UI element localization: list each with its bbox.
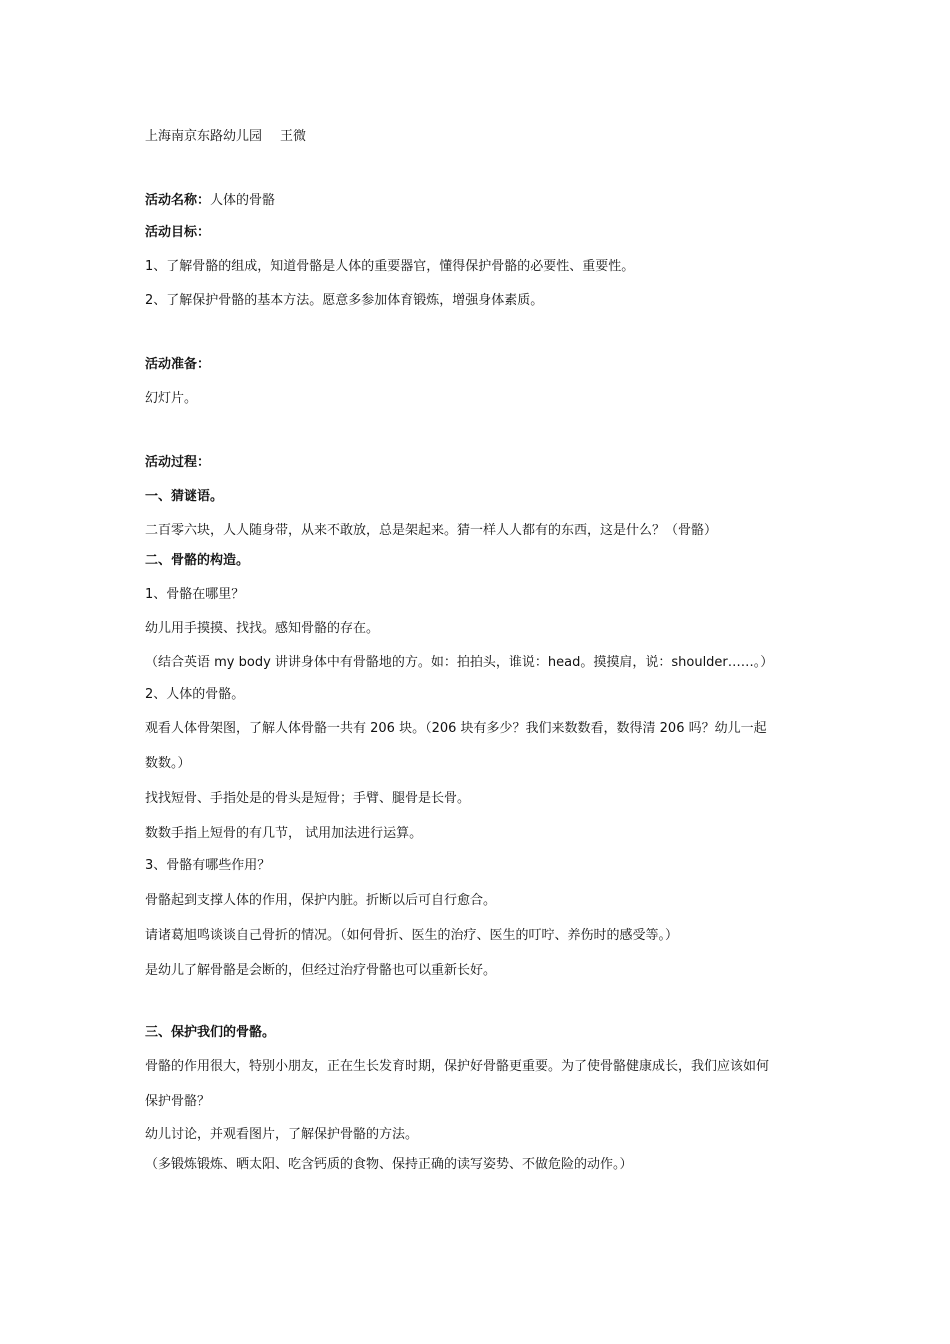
school-name: 上海南京东路幼儿园 — [145, 129, 263, 144]
prep-value: 幻灯片。 — [145, 391, 198, 406]
riddle-text: 二百零六块，人人随身带，从来不敢放，总是架起来。猜一样人人都有的东西，这是什么？（骨骼） — [145, 523, 718, 538]
question-1: 1、骨骼在哪里？ — [145, 587, 245, 602]
section3-text-1: 骨骼的作用很大，特别小朋友，正在生长发育时期，保护好骨骼更重要。为了使骨骼健康成长，我们应该如何 — [145, 1059, 770, 1074]
question-2: 2、人体的骨骼。 — [145, 687, 245, 702]
question-3-text-2: 请诸葛旭鸣谈谈自己骨折的情况。（如何骨折、医生的治疗、医生的叮咛、养伤时的感受等。） — [145, 928, 679, 943]
section3-text-1-cont: 保护骨骼？ — [145, 1094, 211, 1109]
activity-name-value: 人体的骨骼 — [210, 193, 276, 208]
prep-heading: 活动准备： — [145, 357, 211, 372]
section1-title: 一、猜谜语。 — [145, 489, 224, 504]
question-3: 3、骨骼有哪些作用？ — [145, 858, 271, 873]
goal-item-2: 2、了解保护骨骼的基本方法。愿意多参加体育锻炼，增强身体素质。 — [145, 293, 544, 308]
teacher-name: 王微 — [280, 129, 307, 144]
section3-text-2: 幼儿讨论，并观看图片，了解保护骨骼的方法。 — [145, 1127, 419, 1142]
question-1-text-2: （结合英语 my body 讲讲身体中有骨骼地的方。如：拍拍头，谁说：head。摸摸肩，说：shoulder……。） — [145, 655, 774, 670]
section3-text-3: （多锻炼锻炼、晒太阳、吃含钙质的食物、保持正确的读写姿势、不做危险的动作。） — [145, 1157, 633, 1172]
question-2-text-3: 数数手指上短骨的有几节， 试用加法进行运算。 — [145, 826, 423, 841]
section3-title: 三、保护我们的骨骼。 — [145, 1025, 276, 1040]
activity-name-label: 活动名称： — [145, 193, 211, 208]
activity-name-line — [145, 192, 275, 210]
author-line — [145, 128, 306, 146]
goal-item-1: 1、了解骨骼的组成，知道骨骼是人体的重要器官，懂得保护骨骼的必要性、重要性。 — [145, 259, 635, 274]
process-heading: 活动过程： — [145, 455, 211, 470]
section2-title: 二、骨骼的构造。 — [145, 553, 250, 568]
question-1-text-1: 幼儿用手摸摸、找找。感知骨骼的存在。 — [145, 621, 380, 636]
question-2-text-1: 观看人体骨架图，了解人体骨骼一共有 206 块。（206 块有多少？我们来数数看，数得清 206 吗？幼儿一起 — [145, 721, 767, 736]
question-3-text-3: 是幼儿了解骨骼是会断的，但经过治疗骨骼也可以重新长好。 — [145, 963, 497, 978]
question-2-text-1-cont: 数数。） — [145, 756, 191, 771]
question-2-text-2: 找找短骨、手指处是的骨头是短骨；手臂、腿骨是长骨。 — [145, 791, 471, 806]
goals-heading: 活动目标： — [145, 225, 211, 240]
question-3-text-1: 骨骼起到支撑人体的作用，保护内脏。折断以后可自行愈合。 — [145, 893, 497, 908]
